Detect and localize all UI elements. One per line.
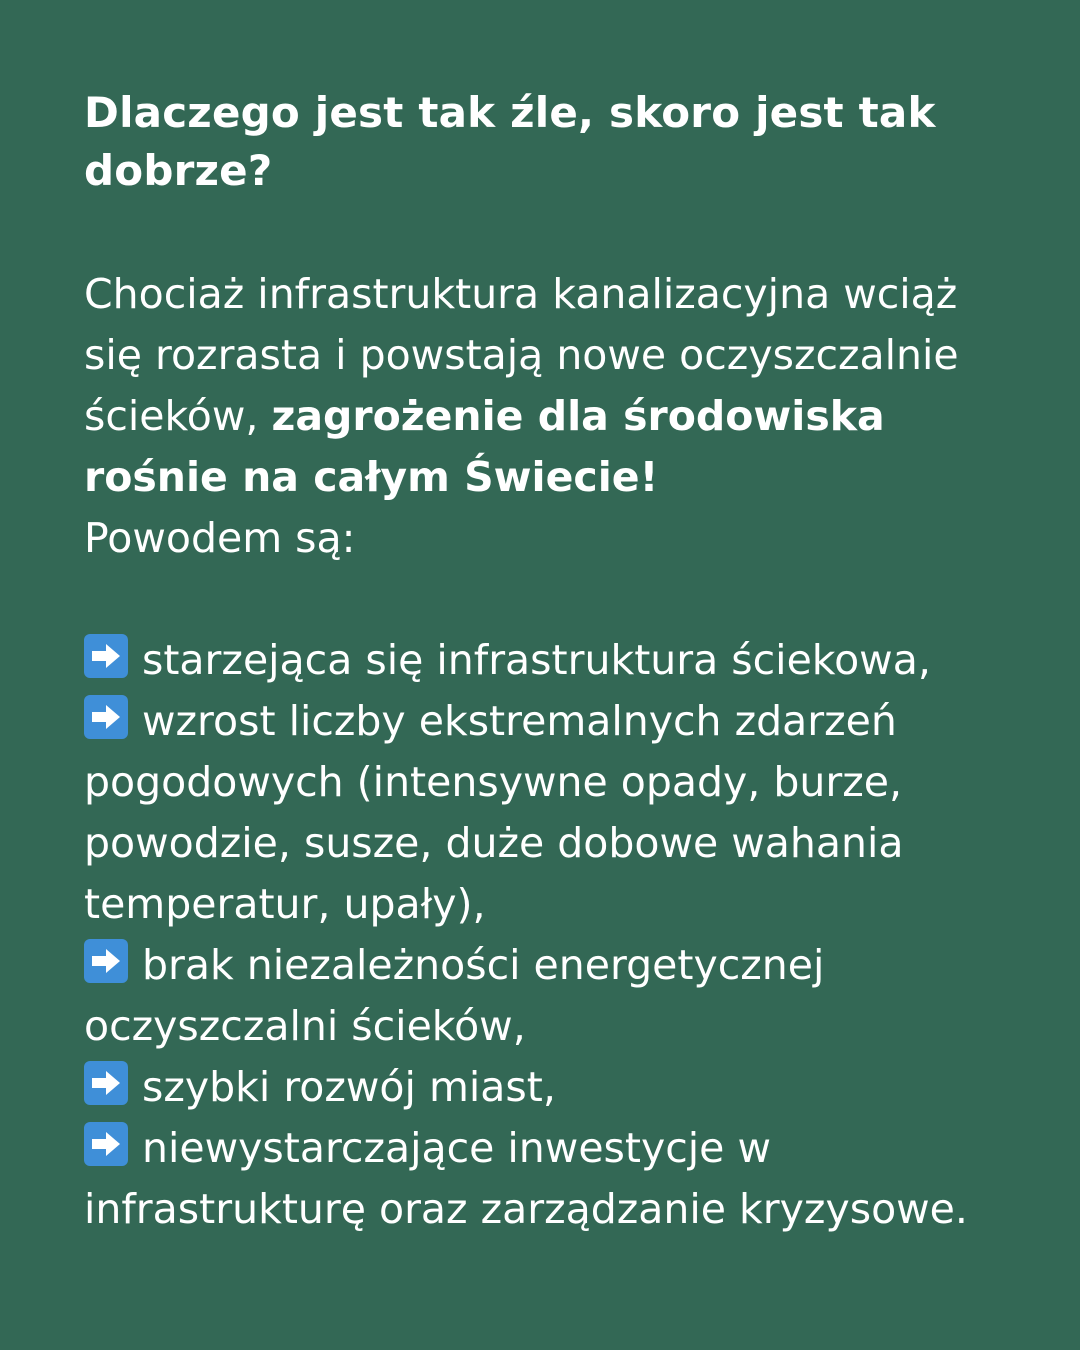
- right-arrow-icon: [84, 939, 128, 983]
- reason-text: szybki rozwój miast,: [142, 1063, 556, 1111]
- reasons-list: [84, 630, 996, 1240]
- list-item: [84, 1118, 996, 1240]
- list-item: [84, 1057, 996, 1118]
- list-item: [84, 691, 996, 935]
- reason-text: wzrost liczby ekstremalnych zdarzeń pogodowych (intensywne opady, burze, powodzie, susze, duże dobowe wahania temperatur, upały),: [84, 697, 904, 928]
- reason-text: starzejąca się infrastruktura ściekowa,: [142, 636, 931, 684]
- right-arrow-icon: [84, 695, 128, 739]
- intro-emphasis: zagrożenie dla środowiska rośnie na całym Świecie!: [84, 392, 885, 501]
- reason-text: niewystarczające inwestycje w infrastrukturę oraz zarządzanie kryzysowe.: [84, 1124, 968, 1233]
- right-arrow-icon: [84, 634, 128, 678]
- right-arrow-icon: [84, 1061, 128, 1105]
- list-item: [84, 630, 996, 691]
- right-arrow-icon: [84, 1122, 128, 1166]
- slide-title: Dlaczego jest tak źle, skoro jest tak dobrze?: [84, 88, 936, 195]
- reason-text: brak niezależności energetycznej oczyszczalni ścieków,: [84, 941, 825, 1050]
- list-item: [84, 935, 996, 1057]
- intro-lead-in: Powodem są:: [84, 514, 356, 562]
- intro-paragraph: [84, 264, 984, 569]
- intro-text: Chociaż infrastruktura kanalizacyjna wciąż się rozrasta i powstają nowe oczyszczalnie ścieków,: [84, 270, 959, 440]
